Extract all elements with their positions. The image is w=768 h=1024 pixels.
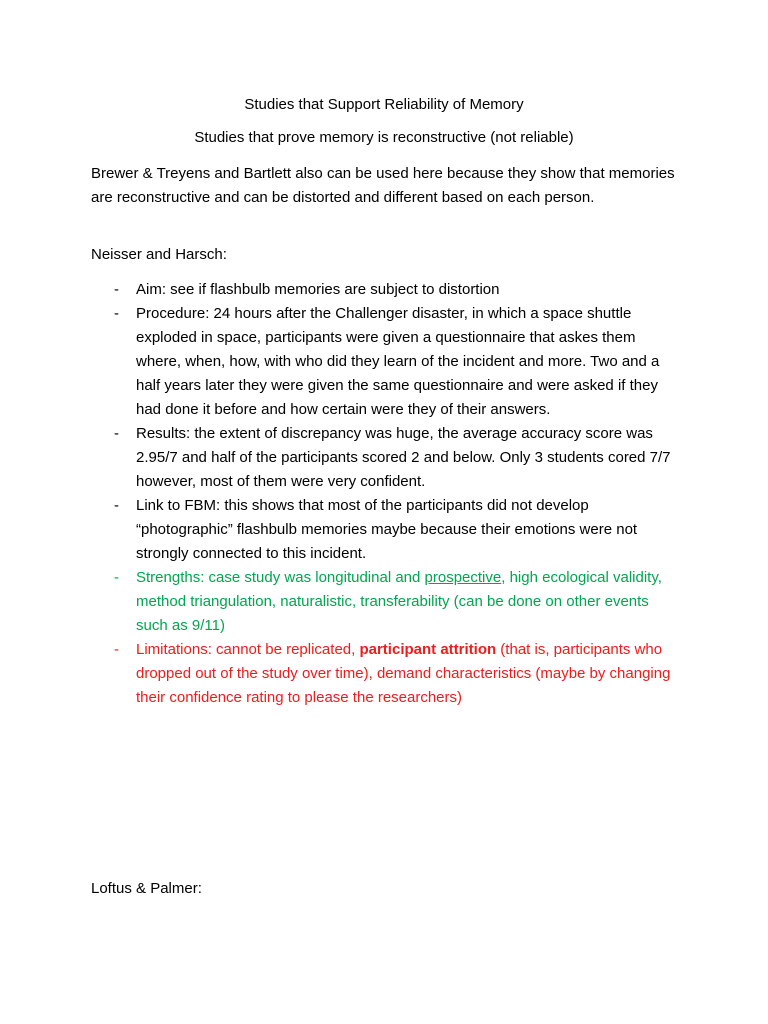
list-item-results <box>91 422 681 494</box>
aim-text: Aim: see if flashbulb memories are subject to distortion <box>136 281 500 298</box>
limitations-text <box>136 641 670 706</box>
bullet-dash: - <box>114 281 119 298</box>
participant-attrition-bold: participant attrition <box>359 641 497 658</box>
list-item-link-fbm <box>91 494 681 566</box>
limitations-text-end: (that is, participants who dropped out of the study over time), demand characteristics (maybe by changing their confidence rating to please the researchers) <box>136 641 671 706</box>
list-item-procedure <box>91 302 681 422</box>
limitations-text-start: Limitations: cannot be replicated, <box>136 641 360 658</box>
list-item-limitations <box>91 638 681 710</box>
prospective-underlined: prospective <box>424 569 502 586</box>
bullet-dash: - <box>114 641 119 658</box>
title-reconstructive-memory: Studies that prove memory is reconstructive (not reliable) <box>194 129 574 146</box>
title-support-reliability: Studies that Support Reliability of Memory <box>244 96 524 113</box>
strengths-text <box>136 569 662 634</box>
bullet-dash: - <box>114 305 119 322</box>
strengths-text-start: Strengths: case study was longitudinal and <box>136 569 425 586</box>
procedure-text: Procedure: 24 hours after the Challenger disaster, in which a space shuttle exploded in space, participants were given a questionnaire that askes them where, when, how, with who did they learn of the incident and more. Two and a half years later they were given the same questionnaire and were asked if they had done it before and how certain were they of their answers. <box>136 305 660 418</box>
results-text: Results: the extent of discrepancy was huge, the average accuracy score was 2.95/7 and half of the participants scored 2 and below. Only 3 students cored 7/7 however, most of them were very confident. <box>136 425 671 490</box>
intro-paragraph: Brewer & Treyens and Bartlett also can be used here because they show that memories are reconstructive and can be distorted and different based on each person. <box>91 165 675 206</box>
list-item-strengths <box>91 566 681 638</box>
neisser-harsch-heading: Neisser and Harsch: <box>91 246 227 263</box>
neisser-harsch-list <box>91 278 681 710</box>
bullet-dash: - <box>114 425 119 442</box>
loftus-palmer-heading: Loftus & Palmer: <box>91 880 202 897</box>
list-item-aim <box>91 278 681 302</box>
strengths-text-end: , high ecological validity, method triangulation, naturalistic, transferability (can be done on other events such as 9/11) <box>136 569 662 634</box>
bullet-dash: - <box>114 569 119 586</box>
link-fbm-text: Link to FBM: this shows that most of the participants did not develop “photographic” flashbulb memories maybe because their emotions were not strongly connected to this incident. <box>136 497 638 562</box>
bullet-dash: - <box>114 497 119 514</box>
